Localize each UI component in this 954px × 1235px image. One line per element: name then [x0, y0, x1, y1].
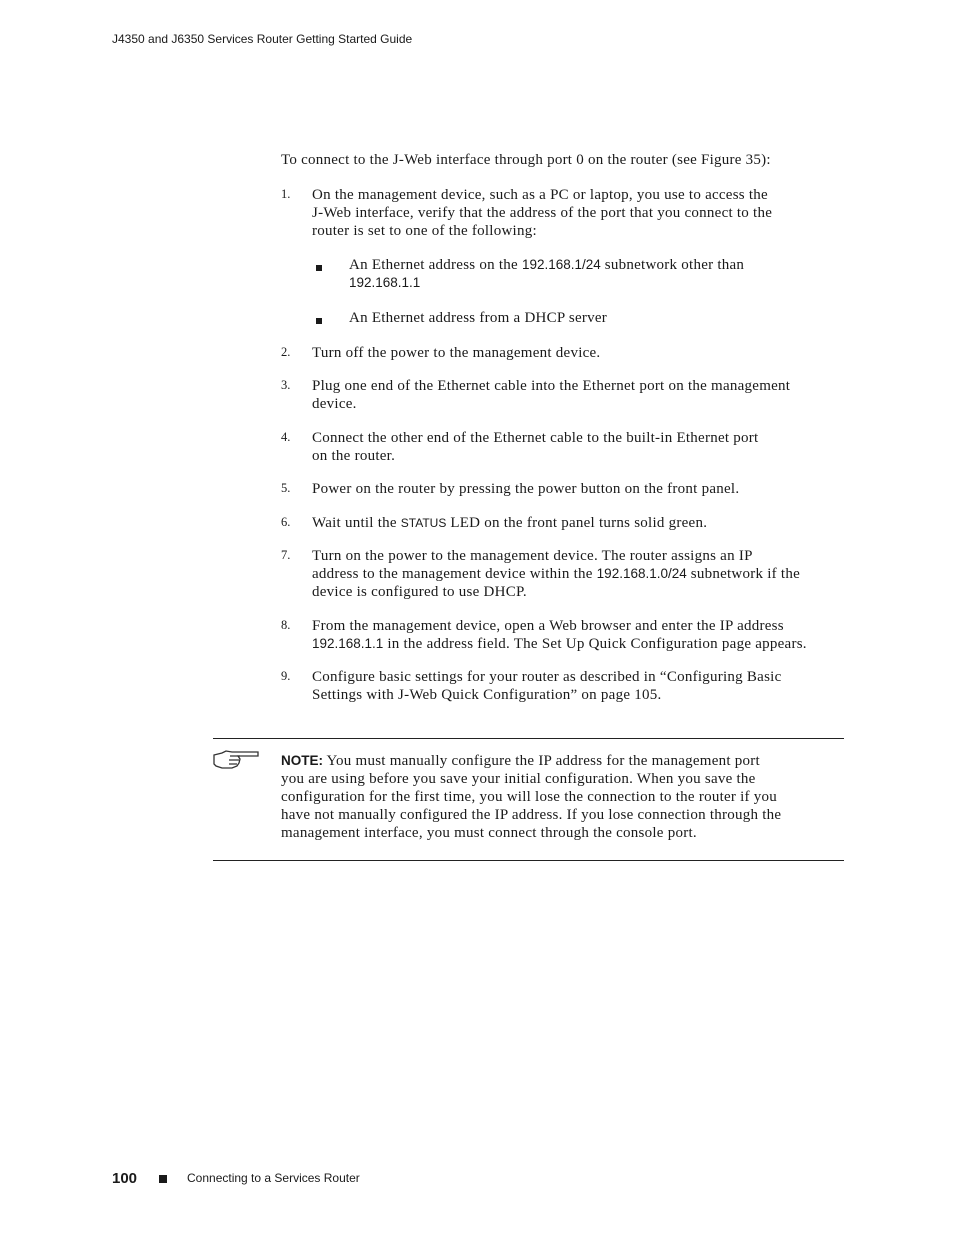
step-text-line — [312, 378, 790, 396]
step-number: 7. — [281, 548, 291, 562]
note-text-line — [281, 771, 756, 789]
step-number: 2. — [281, 345, 291, 359]
step-number: 9. — [281, 669, 291, 683]
bullet-icon — [316, 265, 322, 271]
note-text-line — [281, 825, 697, 843]
footer-section-title: Connecting to a Services Router — [187, 1171, 360, 1185]
running-header: J4350 and J6350 Services Router Getting Started Guide — [112, 32, 413, 46]
step-text-line — [312, 430, 758, 448]
led-name-text: STATUS — [400, 516, 447, 530]
intro-text: To connect to the J-Web interface through port 0 on the router (see Figure 35): — [281, 152, 771, 168]
text-segment: Turn on the power to the management device. The router assigns an IP — [312, 548, 753, 564]
step-number: 3. — [281, 378, 291, 392]
text-segment: router is set to one of the following: — [312, 223, 537, 239]
step-number: 4. — [281, 430, 291, 444]
step-text-line — [312, 687, 662, 705]
step-text-line — [312, 448, 395, 466]
text-segment: LED on the front panel turns solid green. — [446, 515, 708, 531]
text-segment: address to the management device within the — [312, 566, 597, 582]
text-segment: Turn off the power to the management device. — [312, 345, 601, 361]
bullet-text-line — [349, 310, 607, 328]
text-segment: in the address field. The Set Up Quick Configuration page appears. — [383, 636, 807, 652]
text-segment: On the management device, such as a PC or laptop, you use to access the — [312, 187, 768, 203]
step-text-line — [312, 618, 784, 636]
text-segment: Wait until the — [312, 515, 401, 531]
footer-bullet — [159, 1175, 167, 1183]
text-segment: An Ethernet address on the — [349, 257, 522, 273]
text-segment: Settings with J-Web Quick Configuration” on page 105. — [312, 687, 662, 703]
text-segment: subnetwork if the — [686, 566, 800, 582]
text-segment: Plug one end of the Ethernet cable into the Ethernet port on the management — [312, 378, 791, 394]
text-segment: J-Web interface, verify that the address of the port that you connect to the — [312, 205, 773, 221]
step-text-line — [312, 396, 357, 414]
text-segment: have not manually configured the IP address. If you lose connection through the — [281, 807, 782, 823]
text-segment: subnetwork other than — [600, 257, 745, 273]
step-text-line — [312, 205, 772, 223]
text-segment: device is configured to use DHCP. — [312, 584, 527, 600]
step-text-line — [312, 515, 707, 533]
step-text-line — [312, 345, 600, 363]
text-segment: You must manually configure the IP address for the management port — [323, 753, 760, 769]
text-segment: on the router. — [312, 448, 396, 464]
step-text-line — [312, 187, 768, 205]
note-bottom-rule — [213, 860, 844, 861]
text-segment: Configure basic settings for your router as described in “Configuring Basic — [312, 669, 782, 685]
step-number: 5. — [281, 481, 291, 495]
bullet-text-line — [349, 275, 420, 293]
pointing-hand-icon — [212, 749, 260, 776]
note-top-rule — [213, 738, 844, 739]
ip-address-text: 192.168.1/24 — [521, 257, 601, 272]
step-text-line — [312, 481, 739, 499]
text-segment: management interface, you must connect through the console port. — [281, 825, 697, 841]
ip-address-text: 192.168.1.0/24 — [596, 566, 687, 581]
text-segment: Power on the router by pressing the power button on the front panel. — [312, 481, 740, 497]
note-label: NOTE: — [281, 753, 323, 768]
text-segment: configuration for the first time, you will lose the connection to the router if you — [281, 789, 778, 805]
step-text-line — [312, 566, 800, 584]
page-number: 100 — [112, 1170, 138, 1187]
ip-address-text: 192.168.1.1 — [312, 636, 384, 651]
note-text-line — [281, 753, 760, 771]
step-text-line — [312, 636, 807, 654]
text-segment: you are using before you save your initial configuration. When you save the — [281, 771, 756, 787]
text-segment: From the management device, open a Web browser and enter the IP address — [312, 618, 784, 634]
note-text-line — [281, 789, 777, 807]
text-segment: Connect the other end of the Ethernet cable to the built-in Ethernet port — [312, 430, 759, 446]
ip-address-text: 192.168.1.1 — [349, 275, 421, 290]
bullet-text-line — [349, 257, 744, 275]
note-text-line — [281, 807, 781, 825]
text-segment: An Ethernet address from a DHCP server — [349, 310, 608, 326]
step-text-line — [312, 669, 781, 687]
step-number: 8. — [281, 618, 291, 632]
step-text-line — [312, 548, 753, 566]
step-text-line — [312, 223, 537, 241]
step-number: 1. — [281, 187, 291, 201]
step-number: 6. — [281, 515, 291, 529]
text-segment: device. — [312, 396, 357, 412]
bullet-icon — [316, 318, 322, 324]
step-text-line — [312, 584, 527, 602]
